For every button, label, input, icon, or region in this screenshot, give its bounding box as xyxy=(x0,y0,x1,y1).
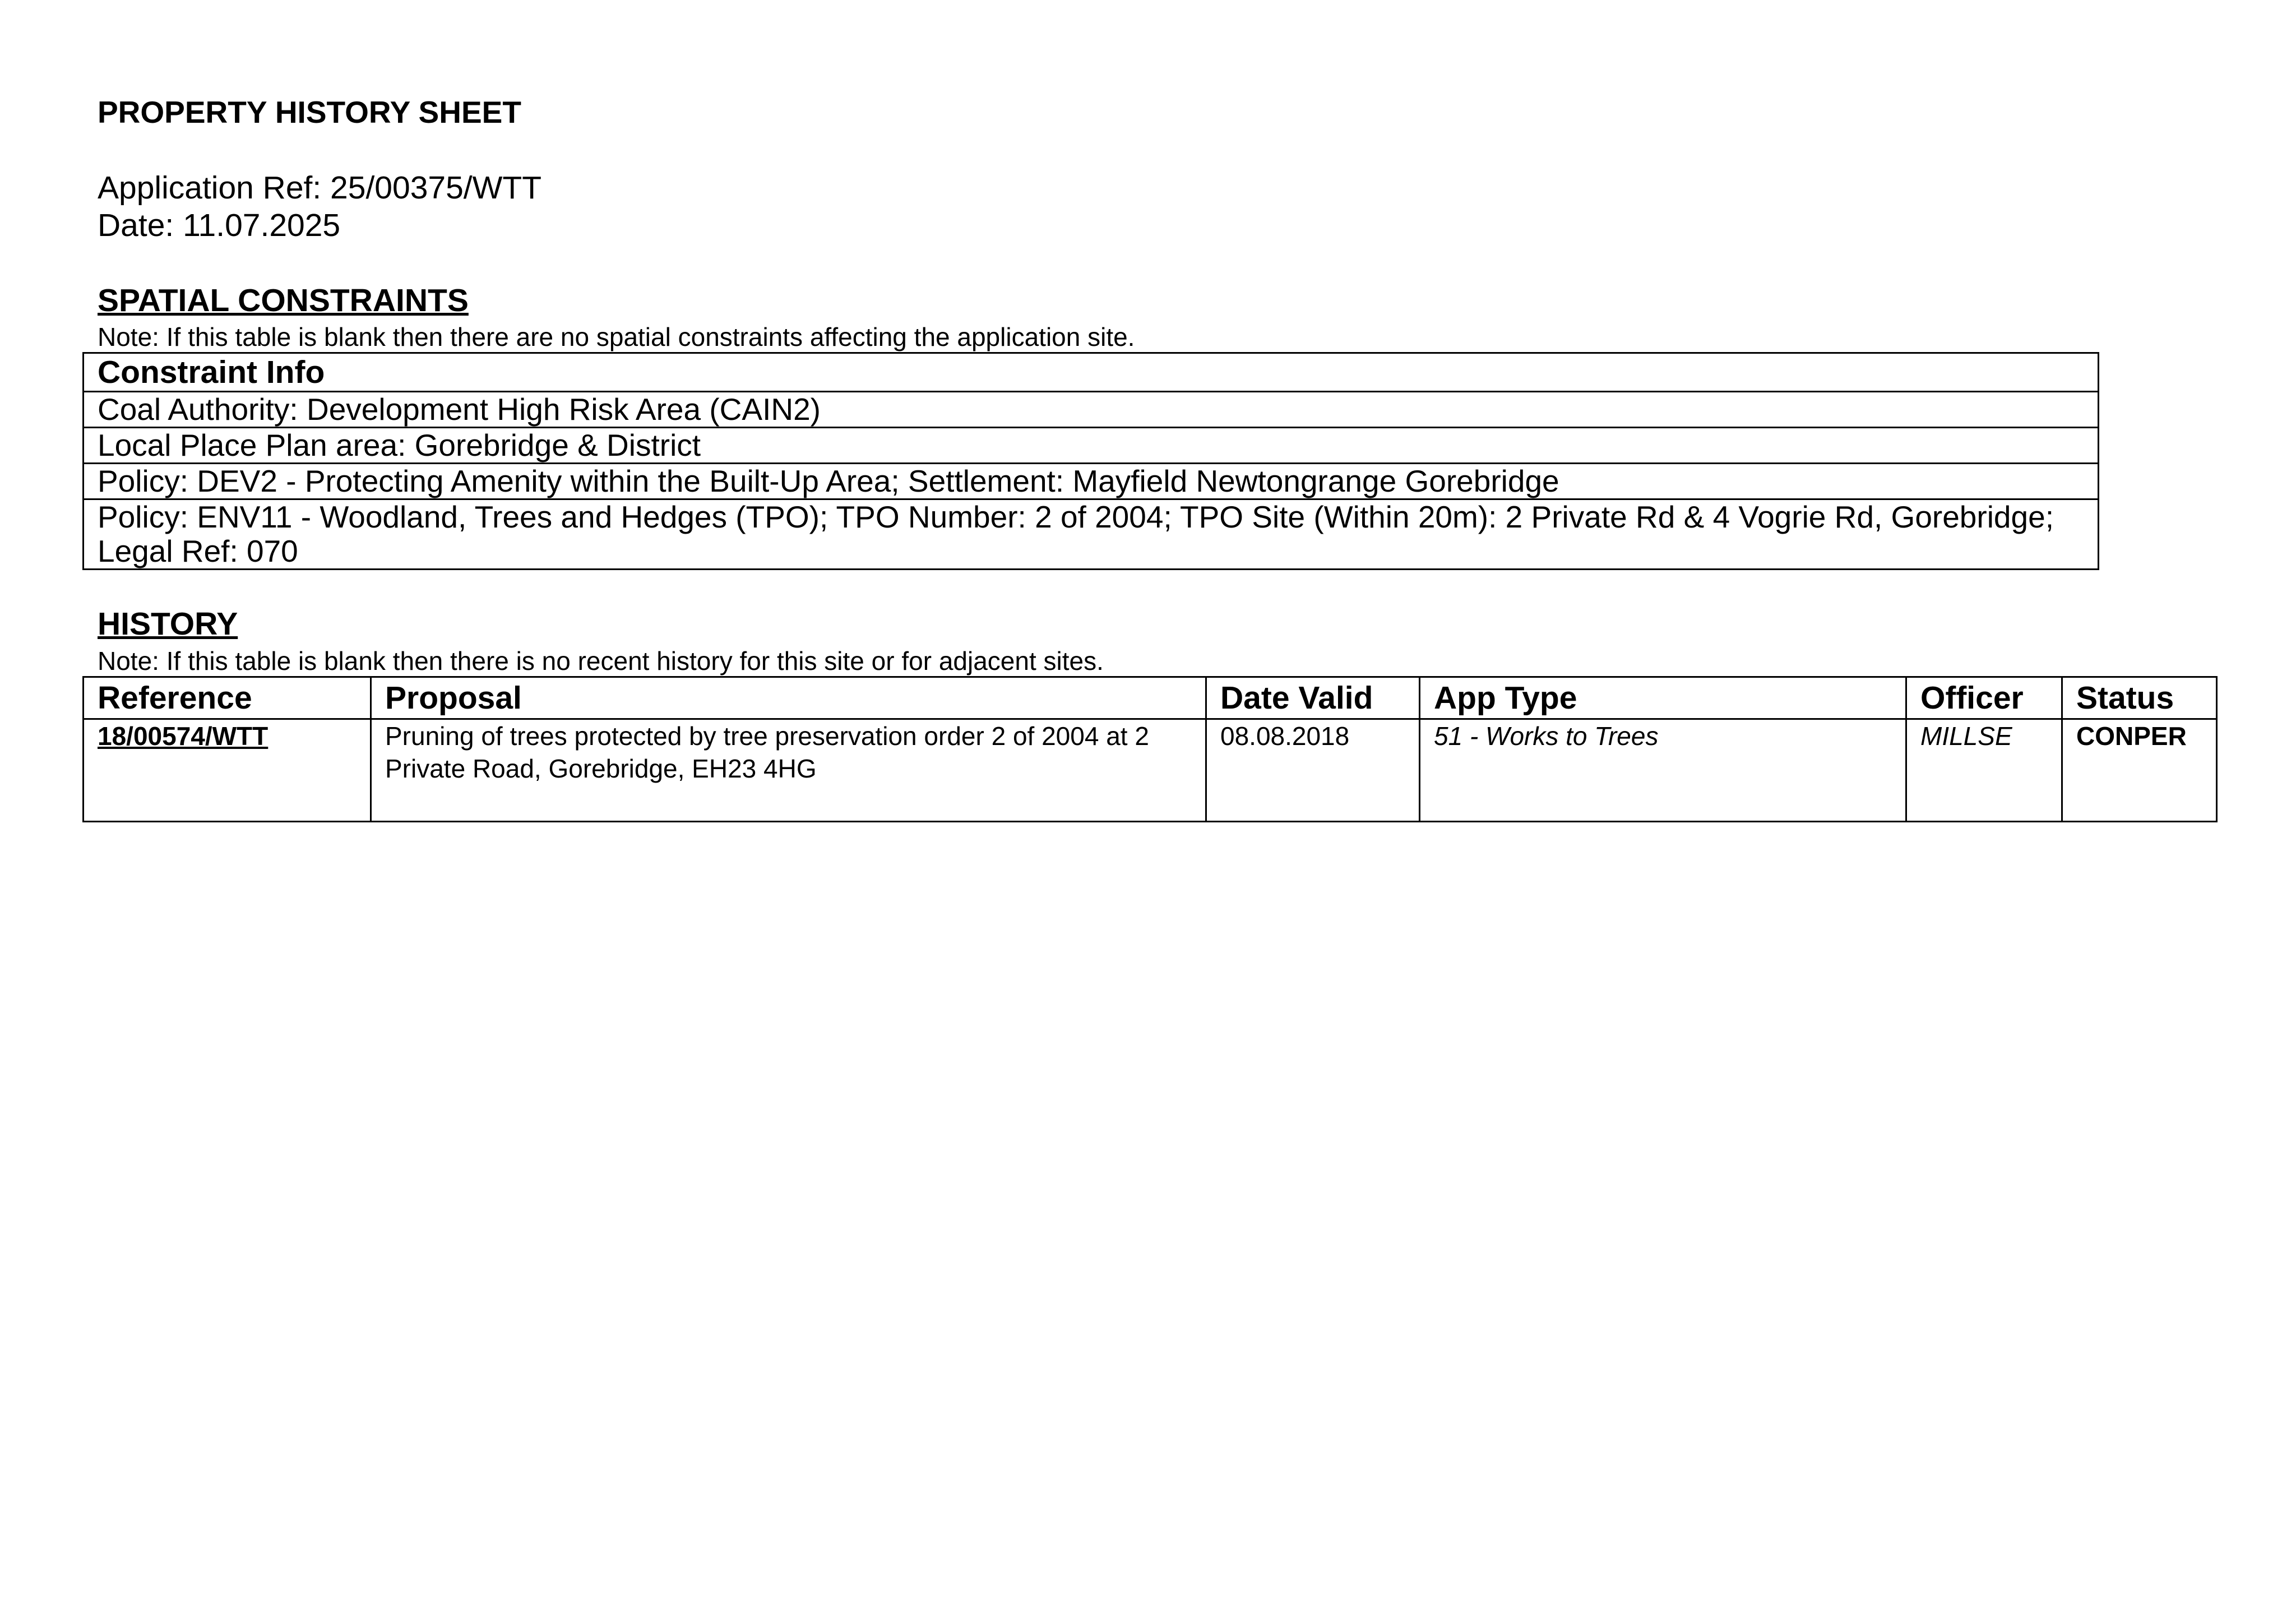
date-valid-cell: 08.08.2018 xyxy=(1206,719,1420,822)
history-note: Note: If this table is blank then there is no recent history for this site or for adjacent sites. xyxy=(98,646,1104,675)
constraint-cell: Coal Authority: Development High Risk Area (CAIN2) xyxy=(84,392,2099,428)
constraint-cell: Policy: DEV2 - Protecting Amenity within the Built-Up Area; Settlement: Mayfield Newtongrange Gorebridge xyxy=(84,464,2099,499)
reference-cell xyxy=(84,719,371,822)
constraint-row xyxy=(84,392,2099,428)
column-header-reference: Reference xyxy=(84,677,371,719)
spatial-constraints-heading: SPATIAL CONSTRAINTS xyxy=(98,283,469,318)
application-date: Date: 11.07.2025 xyxy=(98,207,341,243)
table-row xyxy=(84,719,2217,822)
reference-link[interactable]: 18/00574/WTT xyxy=(98,721,269,751)
page-title: PROPERTY HISTORY SHEET xyxy=(98,95,521,129)
constraint-info-header: Constraint Info xyxy=(84,353,2099,392)
application-ref: Application Ref: 25/00375/WTT xyxy=(98,170,542,206)
constraints-table xyxy=(82,352,2099,570)
column-header-officer: Officer xyxy=(1906,677,2062,719)
history-heading: HISTORY xyxy=(98,606,238,642)
officer-cell: MILLSE xyxy=(1906,719,2062,822)
app-type-cell: 51 - Works to Trees xyxy=(1420,719,1906,822)
constraint-row xyxy=(84,428,2099,464)
constraints-header-row xyxy=(84,353,2099,392)
spatial-constraints-note: Note: If this table is blank then there are no spatial constraints affecting the application site. xyxy=(98,322,1135,351)
constraint-cell: Policy: ENV11 - Woodland, Trees and Hedges (TPO); TPO Number: 2 of 2004; TPO Site (Within 20m): 2 Private Rd & 4 Vogrie Rd, Gorebridge; Legal Ref: 070 xyxy=(84,499,2099,570)
constraint-cell: Local Place Plan area: Gorebridge & District xyxy=(84,428,2099,464)
constraint-row xyxy=(84,499,2099,570)
history-header-row xyxy=(84,677,2217,719)
column-header-proposal: Proposal xyxy=(371,677,1206,719)
column-header-date-valid: Date Valid xyxy=(1206,677,1420,719)
status-cell: CONPER xyxy=(2062,719,2217,822)
column-header-status: Status xyxy=(2062,677,2217,719)
constraint-row xyxy=(84,464,2099,499)
column-header-app-type: App Type xyxy=(1420,677,1906,719)
proposal-cell: Pruning of trees protected by tree preservation order 2 of 2004 at 2 Private Road, Gorebridge, EH23 4HG xyxy=(371,719,1206,822)
history-table xyxy=(82,676,2218,822)
